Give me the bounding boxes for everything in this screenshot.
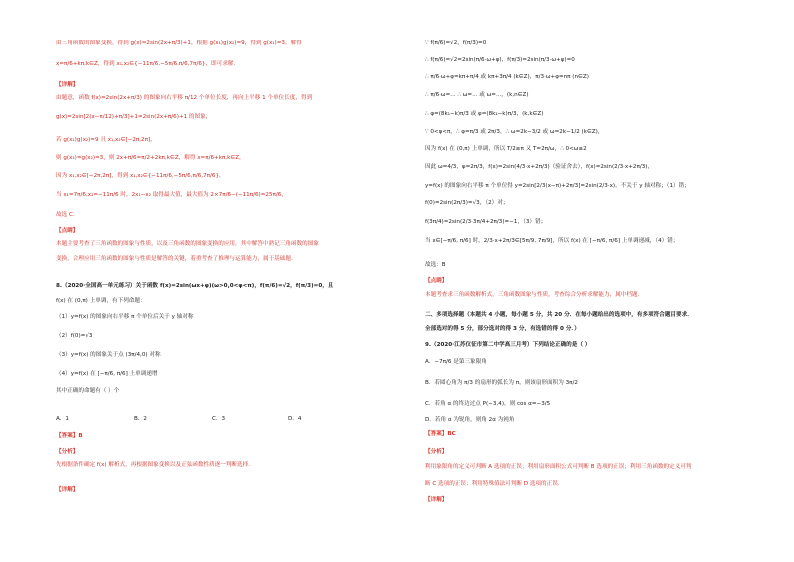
right-text-line: B．若圆心角为 π/3 的扇形的弧长为 π，则该扇形面积为 3π/2 [425,380,578,386]
answer-option: A．1 [56,416,69,422]
left-text-line: 【点睛】 [56,228,79,234]
left-text-line: （3）y=f(x) 的图象关于点 (3π/4,0) 对称 [56,352,161,358]
left-text-line: g(x)=2sin[2(x−π/12)+π/3]+1=2sin(2x+π/6)+1 的图象， [56,114,212,120]
left-text-line: x=π/6+kπ,k∈Z，得到 x₁,x₂∈{−11π/6,−5π/6,π/6,7π/6}，即可求解. [56,61,236,67]
left-text-line: 由三角函数的图象变换，得到 g(x)=2sin(2x+π/3)+1，根据 g(x₁)g(x₂)=9，得到 g(x₁)=3，解得 [56,40,302,46]
right-text-line: ∴ π/6·ω=... ∴ ω=... 或 ω=...，(k,n∈Z) [425,92,529,98]
right-text-line: ∴ f(π/6)=√2=2sin(π/6·ω+φ)，f(π/3)=2sin(π/3·ω+φ)=0 [425,57,575,63]
answer-option: B．2 [134,416,147,422]
right-text-line: ∴ φ=(8k₁−k)π/3 或 φ=(8k₁−k)π/3，(k,k∈Z) [425,111,544,117]
right-text-line: ∵ f(π/6)=√2，f(π/3)=0 [425,40,487,46]
left-text-line: 其中正确的命题有（ ）个 [56,388,120,394]
right-text-line: 全部选对的得 5 分，部分选对的得 3 分，有选错的得 0 分．） [425,326,580,332]
right-text-line: 因为 f(x) 在 (0,π) 上单调，所以 T/2≥π 又 T=2π/ω，∴ 0<ω≤2 [425,146,587,152]
left-text-line: 本题主要考查了三角函数的图象与性质，以及三角函数的图象变换的应用，其中解答中熟记三角函数的图象 [56,241,319,247]
left-text-line: 当 x₁=7π/6,x₂=−11π/6 时，2x₁−x₂ 取得最大值，最大值为 2×7π/6−(−11π/6)=25π/6， [56,192,287,198]
right-text-line: 故选：B [425,262,446,268]
left-text-line: 【详解】 [56,487,79,493]
right-text-line: 【详解】 [425,497,448,503]
right-text-line: 【点睛】 [425,278,448,284]
left-text-line: 【分析】 [56,449,79,455]
left-text-line: 【详解】 [56,82,79,88]
right-text-line: y=f(x) 的图象向右平移 π 个单位得 y=2sin[2/3(x−π)+2π/3]=2sin(2/3·x)，不关于 y 轴对称；（1）错； [425,183,690,189]
right-text-line: f(0)=2sin(2π/3)=√3，（2）对； [425,200,509,206]
right-text-line: 当 x∈[−π/6, π/6] 时，2/3·x+2π/3∈[5π/9, 7π/9]，所以 f(x) 在 [−π/6, π/6] 上单调递减，（4）错； [425,238,679,244]
left-text-line: 变换，合理应用三角函数的图象与性质是解答的关键，着重考查了推理与运算能力，属于基础题. [56,256,293,262]
left-text-line: 因为 x₁,x₂∈[−2π,2π]，得到 x₁,x₂∈{−11π/6,−5π/6,π/6,7π/6}， [56,173,225,179]
left-text-line: （1）y=f(x) 的图象向右平移 π 个单位后关于 y 轴对称 [56,314,194,320]
left-column [56,40,411,560]
left-text-line: 则 g(x₁)=g(x₂)=3，则 2x+π/6=π/2+2kπ,k∈Z，解得 x=π/6+kπ,k∈Z， [56,155,245,161]
left-text-line: 8.（2020·全国高一单元练习）关于函数 f(x)=2sin(ωx+φ)(ω>0,0<φ<π)，f(π/6)=√2，f(π/3)=0，且 [56,283,334,289]
right-text-line: 【分析】 [425,449,448,455]
right-text-line: ∴ π/6·ω+φ=kπ+π/4 或 kπ+3π/4 (k∈Z)，π/3·ω+φ=nπ (n∈Z) [425,74,589,80]
right-text-line: A．−7π/6 是第三象限角 [425,359,487,365]
right-text-line: ∵ 0<φ<π，∴ φ=π/3 或 2π/3，∴ ω=2k−3/2 或 ω=2k−1/2 (k∈Z)， [425,129,604,135]
answer-option: D．4 [288,416,302,422]
left-text-line: 由题意，函数 f(x)=2sin(2x+π/3) 的图象向右平移 π/12 个单位长度，再向上平移 1 个单位长度，得到 [56,95,313,101]
left-text-line: （2）f(0)=√3 [56,333,93,339]
left-text-line: 若 g(x₁)g(x₂)=9 且 x₁,x₂∈[−2π,2π]， [56,137,156,143]
right-text-line: 9.（2020·江苏仪征市第二中学高三月考）下列结论正确的是（ ） [425,342,591,348]
right-column [425,40,780,560]
left-text-line: 【答案】B [56,433,83,439]
answer-option: C．3 [212,416,226,422]
left-text-line: （4）y=f(x) 在 [−π/6, π/6] 上单调递增 [56,371,158,377]
right-text-line: C．若角 α 的终边过点 P(−3,4)，则 cos α=−3/5 [425,401,551,407]
left-text-line: 先根据条件确定 f(x) 解析式，再根据图象变换以及正弦函数性质逐一判断选择. [56,462,250,468]
right-text-line: 【答案】BC [425,431,456,437]
left-text-line: f(x) 在 (0,π) 上单调，有下列命题： [56,298,146,304]
left-text-line: 故选 C. [56,212,75,218]
right-text-line: 利用象限角的定义可判断 A 选项的正误；利用扇形面积公式可判断 B 选项的正误；利用三角函数的定义可判 [425,464,692,470]
right-text-line: D．若角 α 为锐角，则角 2α 为钝角 [425,417,515,423]
right-text-line: f(3π/4)=2sin(2/3·3π/4+2π/3)=−1，（3）错； [425,219,547,225]
right-text-line: 断 C 选项的正误；利用特殊值法可判断 D 选项的正误. [425,481,560,487]
right-text-line: 因此 ω=4/3，φ=2π/3，f(x)=2sin(4/3·x+2π/3)（验证舍去），f(x)=2sin(2/3·x+2π/3)， [425,164,654,170]
right-text-line: 本题考查求三角函数解析式，三角函数图象与性质，考查综合分析求解能力，属中档题. [425,292,640,298]
right-text-line: 二、多项选择题（本题共 4 小题，每小题 5 分，共 20 分．在每小题给出的选项中，有多项符合题目要求． [425,312,693,318]
